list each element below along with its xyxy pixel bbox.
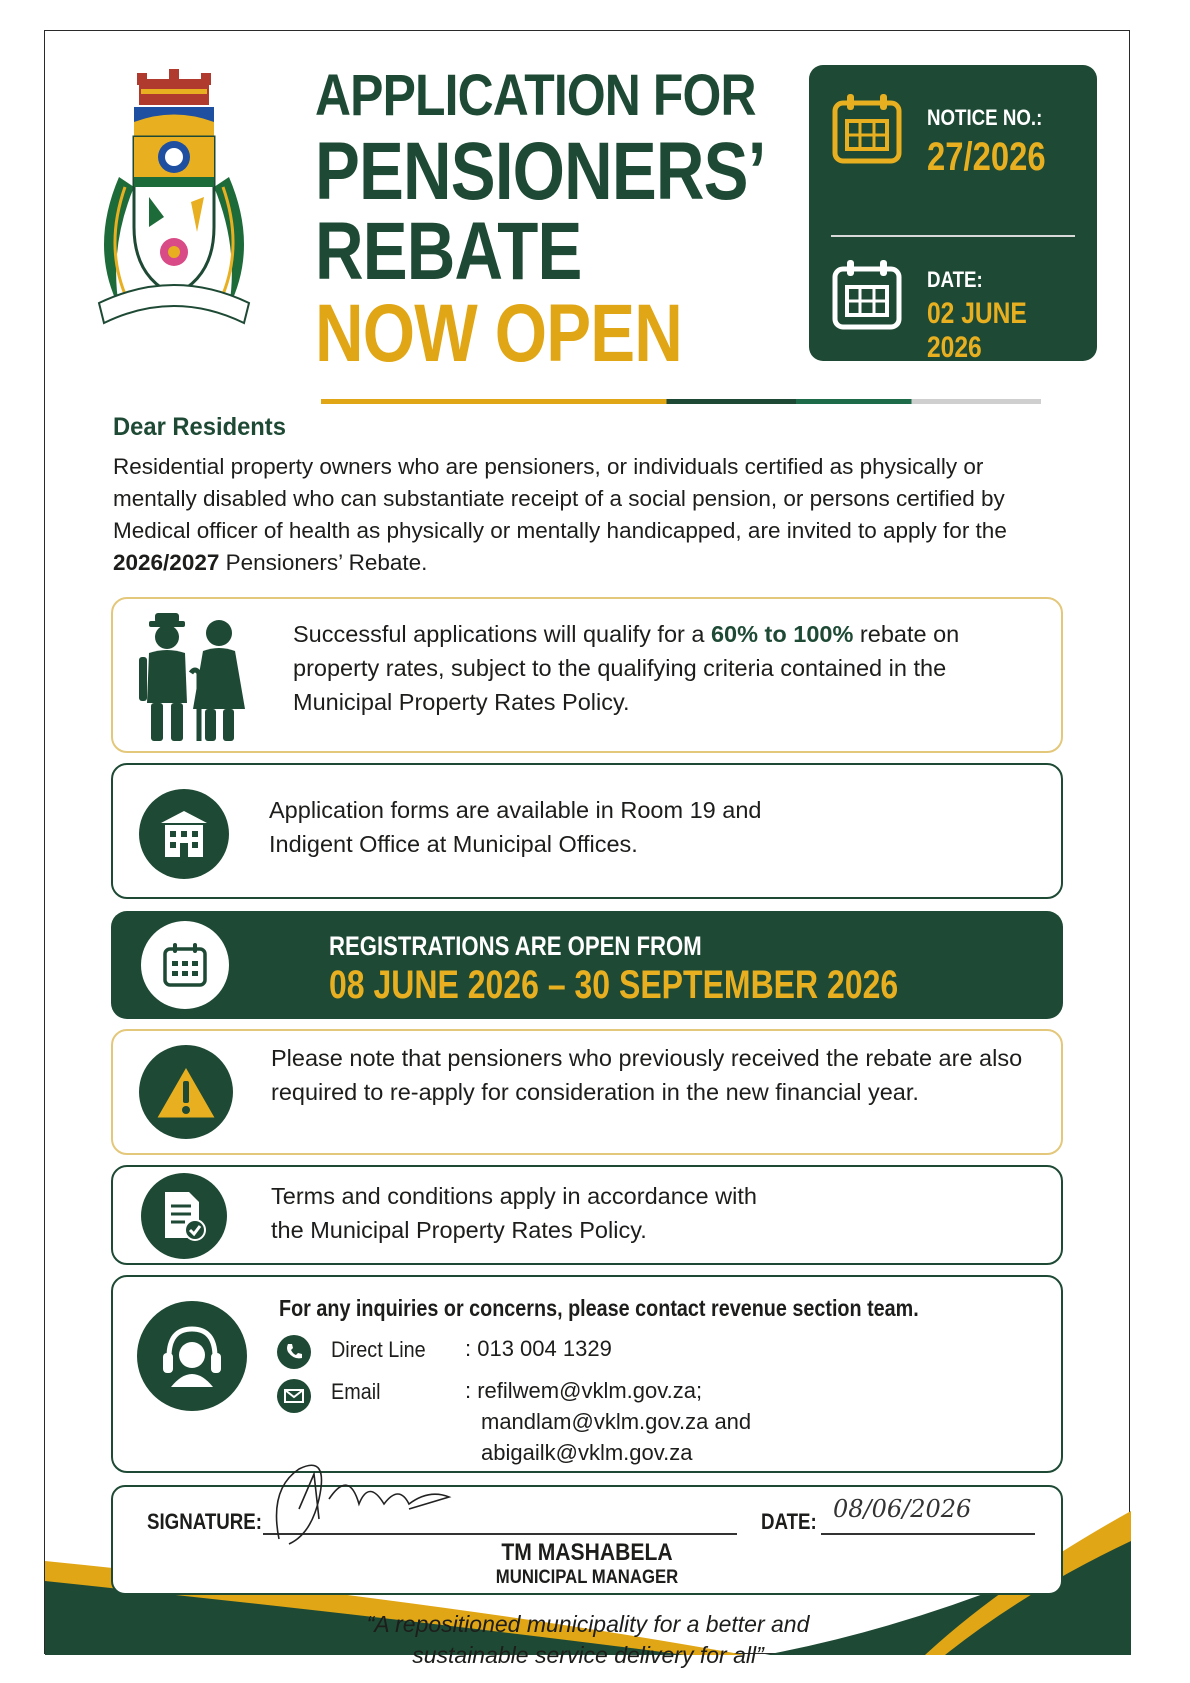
email-line-2[interactable]: mandlam@vklm.gov.za and xyxy=(481,1409,752,1434)
title-line-4: NOW OPEN xyxy=(315,288,683,379)
rebate-box xyxy=(111,597,1063,753)
registration-period: 08 JUNE 2026 – 30 SEPTEMBER 2026 xyxy=(329,963,899,1007)
contact-heading: For any inquiries or concerns, please contact revenue section team. xyxy=(279,1295,919,1321)
title-line-1: APPLICATION FOR xyxy=(315,63,756,128)
registration-banner xyxy=(111,911,1063,1019)
manager-name: TM MASHABELA xyxy=(501,1539,673,1566)
terms-box xyxy=(111,1165,1063,1265)
email-line-1[interactable]: : refilwem@vklm.gov.za; xyxy=(465,1378,703,1403)
calendar-icon xyxy=(829,91,905,172)
motto-line-1: “A repositioned municipality for a better and xyxy=(366,1611,810,1637)
terms-line-1: Terms and conditions apply in accordance with xyxy=(271,1183,757,1209)
greeting: Dear Residents xyxy=(113,413,286,441)
rebate-max: 100% xyxy=(793,621,854,647)
forms-box xyxy=(111,763,1063,899)
calendar-icon xyxy=(141,921,229,1009)
reapply-text: Please note that pensioners who previously received the rebate are also required to re-apply for consideration in the new financial year. xyxy=(271,1045,1023,1105)
intro-text-end: Pensioners’ Rebate. xyxy=(219,550,428,575)
phone-icon xyxy=(277,1335,311,1369)
rebate-to: to xyxy=(758,621,794,647)
intro-year: 2026/2027 xyxy=(113,550,220,575)
pensioners-icon xyxy=(135,613,255,748)
rebate-text-start: Successful applications will qualify for a xyxy=(293,621,711,647)
municipal-crest xyxy=(79,67,269,337)
notice-number-label: NOTICE NO.: xyxy=(927,105,1043,130)
date-line xyxy=(821,1533,1035,1535)
signature-label: SIGNATURE: xyxy=(147,1509,262,1534)
title-line-2: PENSIONERS’ xyxy=(315,126,766,217)
email-line-3[interactable]: abigailk@vklm.gov.za xyxy=(481,1440,693,1465)
registration-label: REGISTRATIONS ARE OPEN FROM xyxy=(329,931,702,961)
rebate-text xyxy=(293,617,1033,719)
date-label: DATE: xyxy=(761,1509,817,1534)
warning-icon xyxy=(139,1045,233,1139)
title-line-3: REBATE xyxy=(315,206,582,297)
intro-paragraph xyxy=(113,451,1053,579)
notice-date-label: DATE: xyxy=(927,267,983,292)
manager-position: MUNICIPAL MANAGER xyxy=(495,1567,679,1588)
phone-value[interactable]: : 013 004 1329 xyxy=(465,1336,612,1361)
intro-text: Residential property owners who are pensioners, or individuals certified as physically or mentally disabled who can substantiate receipt of a social pension, or persons certified by Medical officer of health as physically or mentally handicapped, are invited to apply for the xyxy=(113,454,1007,543)
notice-page xyxy=(44,30,1130,1668)
notice-divider xyxy=(831,235,1075,237)
notice-box xyxy=(809,65,1097,364)
document-check-icon xyxy=(141,1173,227,1259)
title-underline xyxy=(321,399,1041,404)
footer-motto xyxy=(45,1609,1131,1671)
signature-box xyxy=(111,1485,1063,1595)
reapply-box xyxy=(111,1029,1063,1155)
rebate-text-end: rebate on property rates, subject to the qualifying criteria contained in the Municipal Property Rates Policy. xyxy=(293,621,960,715)
handwritten-date: 08/06/2026 xyxy=(833,1495,972,1523)
notice-number-value: 27/2026 xyxy=(927,135,1046,179)
headset-icon xyxy=(137,1301,247,1411)
calendar-icon xyxy=(829,257,905,338)
email-icon xyxy=(277,1379,311,1413)
rebate-min: 60% xyxy=(710,621,759,647)
email-label: Email xyxy=(331,1379,381,1404)
building-icon xyxy=(139,789,229,879)
notice-date-value: 02 JUNE 2026 xyxy=(927,297,1027,364)
phone-label: Direct Line xyxy=(331,1337,426,1362)
forms-text-line-1: Application forms are available in Room 19 and xyxy=(269,797,762,823)
terms-line-2: the Municipal Property Rates Policy. xyxy=(271,1217,647,1243)
motto-line-2: sustainable service delivery for all” xyxy=(412,1642,764,1668)
forms-text-line-2: Indigent Office at Municipal Offices. xyxy=(269,831,638,857)
